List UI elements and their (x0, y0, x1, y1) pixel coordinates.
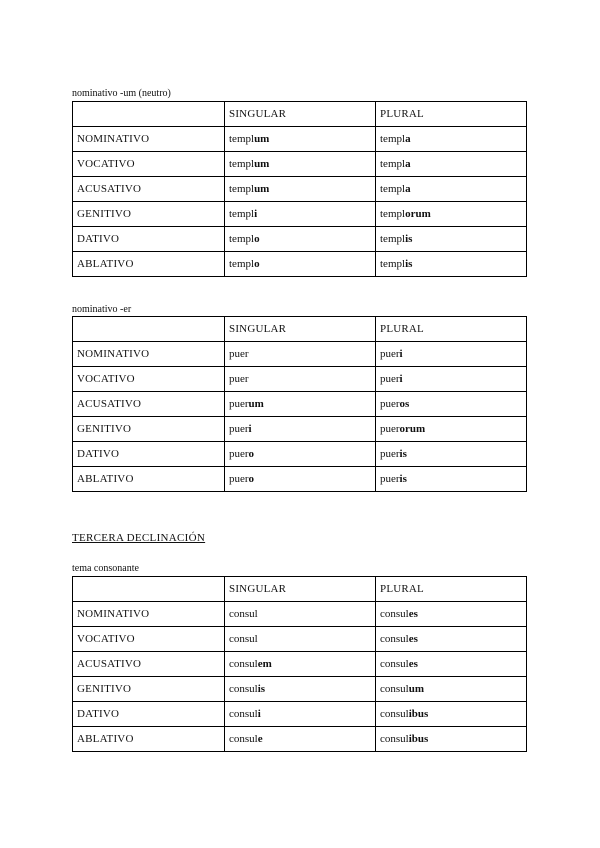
word-ending: o (254, 233, 260, 245)
table-row (73, 652, 527, 677)
word-stem: templ (229, 183, 255, 195)
word-ending: um (254, 158, 270, 170)
header-blank-cell (73, 102, 225, 127)
table-row (73, 702, 527, 727)
word-ending: ibus (408, 733, 429, 745)
word-ending: o (248, 473, 255, 485)
plural-form (376, 202, 527, 227)
singular-form (225, 202, 376, 227)
word-ending: um (254, 183, 270, 195)
table-row (73, 467, 527, 492)
word-ending: es (408, 658, 418, 670)
case-label: GENITIVO (73, 417, 225, 442)
plural-form (376, 342, 527, 367)
word-stem: consul (380, 608, 409, 620)
header-blank-cell (73, 577, 225, 602)
table-header-row (73, 317, 527, 342)
header-singular: SINGULAR (225, 317, 376, 342)
word-ending: um (248, 398, 264, 410)
plural-form (376, 367, 527, 392)
word-ending: a (405, 133, 411, 145)
singular-form (225, 442, 376, 467)
word-stem: templ (229, 233, 255, 245)
word-stem: consul (380, 683, 409, 695)
singular-form (225, 652, 376, 677)
word-stem: consul (380, 708, 409, 720)
section-3-heading: TERCERA DECLINACIÓN (72, 532, 206, 544)
plural-form (376, 152, 527, 177)
plural-form (376, 602, 527, 627)
case-label: ACUSATIVO (73, 392, 225, 417)
word-ending: es (408, 608, 418, 620)
word-stem: consul (229, 658, 258, 670)
word-stem: consul (380, 733, 409, 745)
word-stem: puer (380, 448, 400, 460)
word-ending: em (257, 658, 272, 670)
word-stem: puer (380, 348, 400, 360)
word-stem: consul (229, 733, 258, 745)
word-ending: o (248, 448, 255, 460)
singular-form (225, 252, 376, 277)
singular-form (225, 177, 376, 202)
table-row (73, 252, 527, 277)
word-ending: i (248, 423, 252, 435)
table-row (73, 442, 527, 467)
header-blank-cell (73, 317, 225, 342)
plural-form (376, 227, 527, 252)
plural-form (376, 652, 527, 677)
word-stem: consul (380, 658, 409, 670)
plural-form (376, 627, 527, 652)
word-stem: puer (380, 373, 400, 385)
singular-form (225, 367, 376, 392)
word-ending: orum (405, 208, 431, 220)
word-stem: templ (380, 158, 406, 170)
case-label: ACUSATIVO (73, 177, 225, 202)
section-1-caption: nominativo -um (neutro) (72, 88, 171, 99)
singular-form (225, 392, 376, 417)
case-label: ABLATIVO (73, 252, 225, 277)
word-stem: consul (380, 633, 409, 645)
plural-form (376, 702, 527, 727)
header-plural: PLURAL (376, 102, 527, 127)
word-ending: es (408, 633, 418, 645)
case-label: ACUSATIVO (73, 652, 225, 677)
word-ending: i (399, 373, 403, 385)
word-ending: e (257, 733, 263, 745)
header-plural: PLURAL (376, 577, 527, 602)
singular-form (225, 702, 376, 727)
word-ending: i (254, 208, 258, 220)
word-stem: templ (229, 258, 255, 270)
word-stem: templ (380, 208, 406, 220)
word-ending: a (405, 183, 411, 195)
word-ending: is (257, 683, 266, 695)
table-row (73, 227, 527, 252)
declension-table-3 (72, 576, 527, 752)
plural-form (376, 677, 527, 702)
singular-form (225, 152, 376, 177)
singular-form (225, 467, 376, 492)
word-stem: templ (380, 183, 406, 195)
singular-form (225, 342, 376, 367)
word-ending: i (257, 708, 261, 720)
word-stem: puer (229, 398, 249, 410)
word-stem: puer (229, 448, 249, 460)
word-stem: consul (229, 683, 258, 695)
table-row (73, 177, 527, 202)
word-stem: puer (229, 373, 249, 385)
table-row (73, 417, 527, 442)
case-label: DATIVO (73, 227, 225, 252)
word-ending: i (399, 348, 403, 360)
header-plural: PLURAL (376, 317, 527, 342)
table-row (73, 342, 527, 367)
singular-form (225, 627, 376, 652)
section-2-caption: nominativo -er (72, 304, 132, 315)
table-row (73, 127, 527, 152)
word-stem: templ (380, 133, 406, 145)
table-row (73, 677, 527, 702)
plural-form (376, 127, 527, 152)
case-label: GENITIVO (73, 677, 225, 702)
singular-form (225, 727, 376, 752)
table-row (73, 392, 527, 417)
word-stem: puer (229, 423, 249, 435)
word-ending: is (405, 258, 413, 270)
singular-form (225, 127, 376, 152)
case-label: VOCATIVO (73, 627, 225, 652)
word-stem: consul (229, 608, 258, 620)
table-row (73, 627, 527, 652)
word-stem: puer (229, 348, 249, 360)
word-stem: templ (380, 233, 406, 245)
table-row (73, 602, 527, 627)
word-stem: templ (229, 133, 255, 145)
plural-form (376, 727, 527, 752)
word-ending: is (399, 448, 407, 460)
singular-form (225, 417, 376, 442)
word-ending: os (399, 398, 410, 410)
word-stem: consul (229, 633, 258, 645)
header-singular: SINGULAR (225, 102, 376, 127)
header-singular: SINGULAR (225, 577, 376, 602)
case-label: GENITIVO (73, 202, 225, 227)
plural-form (376, 442, 527, 467)
word-ending: is (399, 473, 407, 485)
case-label: NOMINATIVO (73, 127, 225, 152)
declension-table-2 (72, 316, 527, 492)
case-label: DATIVO (73, 702, 225, 727)
table-row (73, 727, 527, 752)
word-ending: ibus (408, 708, 429, 720)
word-ending: um (254, 133, 270, 145)
table-header-row (73, 102, 527, 127)
table-row (73, 367, 527, 392)
plural-form (376, 252, 527, 277)
singular-form (225, 677, 376, 702)
word-ending: is (405, 233, 413, 245)
word-ending: orum (399, 423, 426, 435)
singular-form (225, 602, 376, 627)
case-label: ABLATIVO (73, 467, 225, 492)
word-stem: puer (380, 398, 400, 410)
plural-form (376, 392, 527, 417)
plural-form (376, 417, 527, 442)
section-3-caption: tema consonante (72, 563, 139, 574)
plural-form (376, 177, 527, 202)
case-label: NOMINATIVO (73, 342, 225, 367)
declension-table-1 (72, 101, 527, 277)
case-label: ABLATIVO (73, 727, 225, 752)
table-row (73, 202, 527, 227)
table-header-row (73, 577, 527, 602)
word-stem: puer (380, 473, 400, 485)
table-row (73, 152, 527, 177)
word-stem: puer (229, 473, 249, 485)
word-stem: consul (229, 708, 258, 720)
case-label: VOCATIVO (73, 152, 225, 177)
singular-form (225, 227, 376, 252)
case-label: VOCATIVO (73, 367, 225, 392)
word-stem: puer (380, 423, 400, 435)
plural-form (376, 467, 527, 492)
case-label: DATIVO (73, 442, 225, 467)
word-ending: um (408, 683, 425, 695)
word-ending: a (405, 158, 411, 170)
word-stem: templ (229, 208, 255, 220)
word-stem: templ (380, 258, 406, 270)
word-stem: templ (229, 158, 255, 170)
case-label: NOMINATIVO (73, 602, 225, 627)
word-ending: o (254, 258, 260, 270)
